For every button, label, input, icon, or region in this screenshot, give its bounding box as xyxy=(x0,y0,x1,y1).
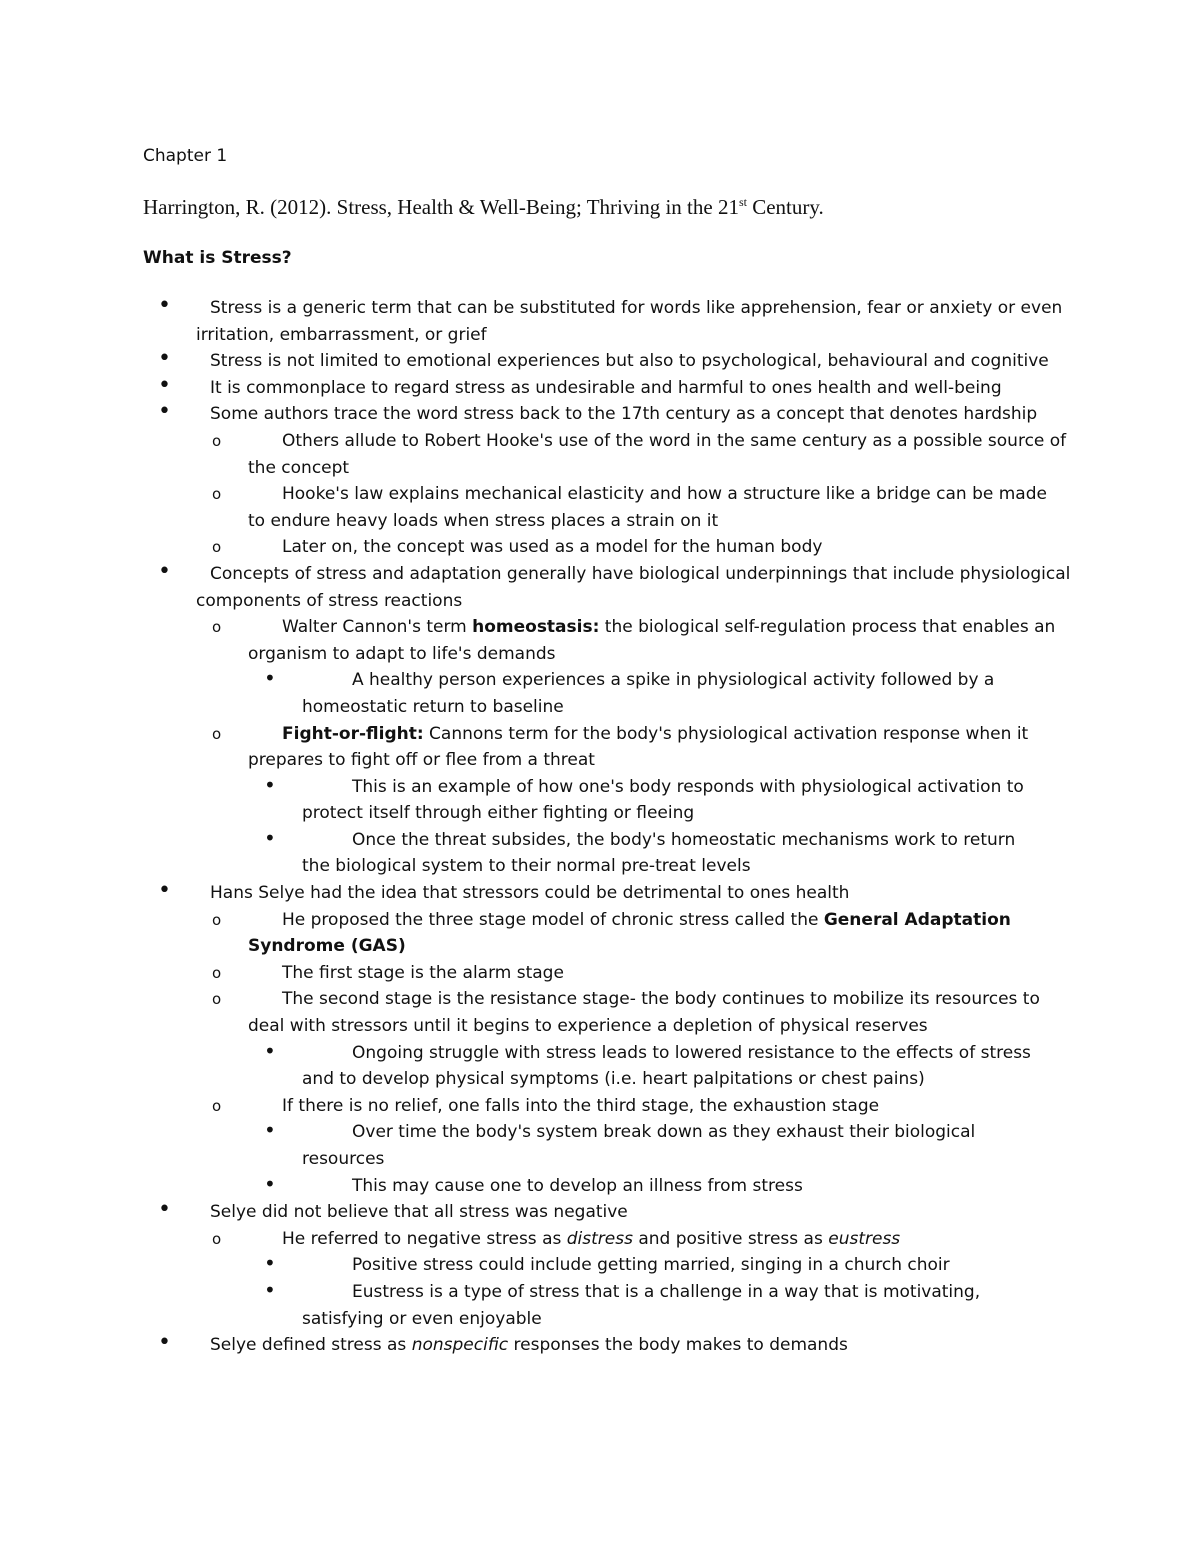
citation-text: Harrington, R. (2012). Stress, Health & Well-Being; Thriving in the 21 xyxy=(143,195,739,219)
hollow-bullet-icon: o xyxy=(212,538,222,557)
hollow-bullet-icon: o xyxy=(212,724,222,743)
list-item xyxy=(264,772,1042,827)
list-item xyxy=(158,293,1076,348)
list-item-text xyxy=(302,1043,1031,1090)
list-item-text xyxy=(196,378,1002,398)
list-item xyxy=(212,481,1068,534)
list-item-text xyxy=(196,351,1049,371)
text-run: Others allude to Robert Hooke's use of the word in the same century as a possible source of the concept xyxy=(248,430,1067,478)
text-run: This may cause one to develop an illness from stress xyxy=(352,1175,803,1196)
bullet-icon: • xyxy=(158,293,171,318)
section-heading: What is Stress? xyxy=(143,248,292,268)
list-item xyxy=(264,1171,1042,1200)
text-run: Hooke's law explains mechanical elasticity and how a structure like a bridge can be made to endure heavy loads when stress places a strain on it xyxy=(248,484,1047,531)
text-run: Later on, the concept was used as a model for the human body xyxy=(282,537,823,558)
bold-term: Fight-or-flight: xyxy=(282,723,424,744)
bullet-icon: • xyxy=(264,666,276,691)
text-run: If there is no relief, one falls into the third stage, the exhaustion stage xyxy=(282,1095,880,1116)
hollow-bullet-icon: o xyxy=(212,431,222,450)
list-item-text xyxy=(248,724,1028,771)
text-run: Ongoing struggle with stress leads to lowered resistance to the effects of stress and to develop physical symptoms (i.e. heart palpitations or chest pains) xyxy=(302,1042,1031,1090)
list-item xyxy=(158,399,1076,428)
list-item-text xyxy=(302,1122,975,1169)
hollow-bullet-icon: o xyxy=(212,963,222,982)
list-item-text xyxy=(248,1096,879,1116)
bold-term: General Adaptation Syndrome (GAS) xyxy=(248,909,1011,957)
text-run: The second stage is the resistance stage- the body continues to mobilize its resources to deal with stressors until it begins to experience a depletion of physical reserves xyxy=(248,989,1040,1037)
text-run: and positive stress as xyxy=(632,1228,829,1249)
list-item xyxy=(264,1038,1042,1093)
text-run: Stress is a generic term that can be substituted for words like apprehension, fear or anxiety or even irritation, embarrassment, or grief xyxy=(196,298,1063,345)
text-run: This is an example of how one's body responds with physiological activation to protect itself through either fighting or fleeing xyxy=(302,776,1024,824)
bullet-icon: • xyxy=(158,346,171,372)
bullet-outline xyxy=(0,295,1200,1359)
bullet-icon: • xyxy=(158,1330,171,1356)
bullet-icon: • xyxy=(264,1038,276,1063)
citation-text-end: Century. xyxy=(746,195,824,219)
text-run: It is commonplace to regard stress as undesirable and harmful to ones health and well-being xyxy=(210,377,1002,398)
text-run: Over time the body's system break down as they exhaust their biological resources xyxy=(302,1122,976,1169)
list-item xyxy=(212,534,1068,561)
bullet-icon: • xyxy=(264,1171,276,1196)
list-item xyxy=(264,1277,1042,1332)
list-item-text xyxy=(196,564,1070,611)
list-item xyxy=(264,666,1042,720)
list-item xyxy=(158,878,1076,907)
list-item-text xyxy=(302,777,1024,824)
italic-term: distress xyxy=(566,1228,633,1249)
text-run: Some authors trace the word stress back to the 17th century as a concept that denotes hardship xyxy=(210,404,1038,425)
list-item xyxy=(158,372,1076,402)
list-item xyxy=(212,1226,1068,1253)
hollow-bullet-icon: o xyxy=(212,1096,222,1115)
text-run: Selye did not believe that all stress was negative xyxy=(210,1202,628,1223)
italic-term: nonspecific xyxy=(411,1335,509,1356)
list-item-text xyxy=(248,617,1055,664)
list-item-text xyxy=(302,670,994,717)
list-item-text xyxy=(302,1255,950,1275)
bullet-icon: • xyxy=(264,1251,276,1276)
citation xyxy=(143,193,824,221)
text-run: Stress is not limited to emotional experiences but also to psychological, behavioural and cognitive xyxy=(210,351,1049,372)
list-item xyxy=(212,428,1068,481)
text-run: He proposed the three stage model of chronic stress called the xyxy=(282,909,824,930)
list-item-text xyxy=(196,1202,628,1222)
text-run: Concepts of stress and adaptation generally have biological underpinnings that include physiological components of stress reactions xyxy=(196,563,1071,611)
bullet-icon: • xyxy=(158,558,171,584)
bullet-icon: • xyxy=(158,372,171,398)
bold-term: homeostasis: xyxy=(472,617,600,638)
bullet-icon: • xyxy=(264,1277,276,1302)
list-item-text xyxy=(196,404,1037,424)
text-run: The first stage is the alarm stage xyxy=(282,962,564,983)
text-run: He referred to negative stress as xyxy=(282,1228,567,1249)
list-item xyxy=(212,960,1068,987)
text-run: Once the threat subsides, the body's homeostatic mechanisms work to return the biological system to their normal pre-treat levels xyxy=(302,829,1016,877)
chapter-label: Chapter 1 xyxy=(143,146,228,166)
list-item-text xyxy=(248,537,822,557)
list-item xyxy=(158,1197,1076,1226)
text-run: A healthy person experiences a spike in physiological activity followed by a homeostatic return to baseline xyxy=(302,670,995,717)
hollow-bullet-icon: o xyxy=(212,910,222,929)
list-item-text xyxy=(302,830,1015,877)
list-item xyxy=(158,346,1076,375)
text-run: Selye defined stress as xyxy=(210,1335,412,1356)
bullet-icon: • xyxy=(264,772,276,797)
text-run: the biological self-regulation process that enables an organism to adapt to life's demands xyxy=(248,617,1056,664)
list-item-text xyxy=(248,963,564,983)
text-run: Hans Selye had the idea that stressors could be detrimental to ones health xyxy=(210,883,850,904)
list-item-text xyxy=(248,431,1066,478)
list-item xyxy=(264,1251,1042,1279)
list-item-text xyxy=(248,1229,900,1249)
text-run: Positive stress could include getting married, singing in a church choir xyxy=(352,1255,950,1276)
list-item-text xyxy=(196,883,849,903)
list-item xyxy=(212,721,1068,774)
hollow-bullet-icon: o xyxy=(212,990,222,1009)
list-item xyxy=(264,825,1042,880)
list-item-text xyxy=(248,910,1011,957)
bullet-icon: • xyxy=(264,825,276,850)
text-run: responses the body makes to demands xyxy=(508,1335,848,1356)
list-item xyxy=(264,1118,1042,1172)
italic-term: eustress xyxy=(828,1228,901,1249)
list-item xyxy=(158,558,1076,614)
bullet-icon: • xyxy=(158,878,171,904)
list-item-text xyxy=(196,298,1062,345)
text-run: Cannons term for the body's physiological activation response when it prepares to fight off or flee from a threat xyxy=(248,723,1029,771)
bullet-icon: • xyxy=(158,399,171,425)
citation-superscript: st xyxy=(738,195,747,209)
hollow-bullet-icon: o xyxy=(212,1229,222,1248)
text-run: Walter Cannon's term xyxy=(282,617,473,638)
list-item xyxy=(212,1093,1068,1120)
list-item-text xyxy=(248,484,1047,531)
list-item-text xyxy=(248,989,1040,1036)
hollow-bullet-icon: o xyxy=(212,618,222,637)
list-item-text xyxy=(196,1335,848,1355)
hollow-bullet-icon: o xyxy=(212,485,222,504)
list-item xyxy=(158,1330,1076,1359)
text-run: Eustress is a type of stress that is a challenge in a way that is motivating, satisfying or even enjoyable xyxy=(302,1281,981,1329)
list-item-text xyxy=(302,1176,803,1196)
list-item xyxy=(212,907,1068,960)
bullet-icon: • xyxy=(264,1118,276,1143)
list-item xyxy=(212,986,1068,1039)
list-item-text xyxy=(302,1282,980,1329)
list-item xyxy=(212,614,1068,667)
bullet-icon: • xyxy=(158,1197,171,1223)
